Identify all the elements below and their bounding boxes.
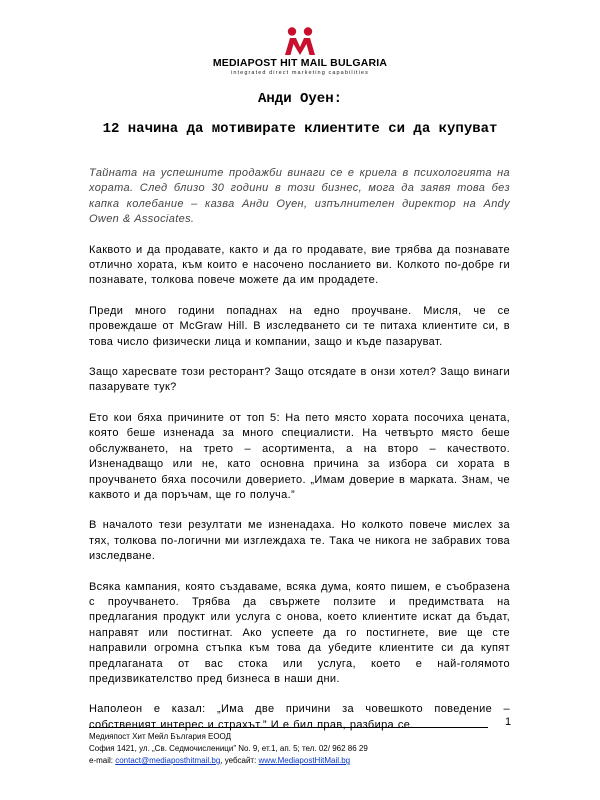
body-paragraph: Ето кои бяха причините от топ 5: На пето място хората посочиха цената, която беше изненада за много специалисти. На четвърто място беше обслужването, на трето – асортимента, а на второ – качеството. Изненадващо или не, като основна причина за избора си хората в проучването бяха посочили доверието. „Имам доверие в марката. Знам, че каквото и да поръчам, ще го получа.” (89, 411, 510, 501)
intro-paragraph: Тайната на успешните продажби винаги се е криела в психологията на хората. След близо 30 години в този бизнес, мога да заявя това без капка колебание – казва Анди Оуен, изпълнителен директор на Andy Owen & Associates. (89, 167, 510, 226)
company-logo (0, 26, 600, 76)
footer-company: Медияпост Хит Мейл България ЕООД (89, 732, 232, 741)
body-paragraph: Преди много години попаднах на едно проучване. Мисля, че се провеждаше от McGraw Hill. В изследването си те питаха клиентите си, в това число физически лица и компании, защо и къде пазаруват. (89, 304, 510, 348)
footer-divider (89, 727, 488, 728)
email-label: e-mail: (89, 756, 116, 765)
body-paragraph: Наполеон е казал: „Има две причини за човешкото поведение – собственият интерес и страхът.” И е бил прав, разбира се. (89, 703, 510, 731)
article-title: 12 начина да мотивирате клиентите си да купуват (102, 121, 498, 137)
article-body (89, 166, 510, 748)
article-author: Анди Оуен: (257, 91, 342, 107)
brand-tagline: integrated direct marketing capabilities (231, 70, 369, 76)
mediapost-logo-icon (283, 26, 317, 56)
email-link[interactable]: contact@mediaposthitmail.bg (115, 756, 221, 765)
footer-address: София 1421, ул. „Св. Седмочисленици” No. 9, ет.1, ап. 5; тел. 02/ 962 86 29 (89, 744, 368, 753)
page-number: 1 (505, 716, 512, 728)
website-link[interactable]: www.MediapostHitMail.bg (258, 756, 351, 765)
brand-name: MEDIAPOST HIT MAIL BULGARIA (212, 57, 388, 69)
body-paragraph: Всяка кампания, която създаваме, всяка дума, която пишем, е съобразена с проучването. Трябва да свържете ползите и предимствата на предлагания продукт или услуга с онова, което клиентите искат да бъдат, направят или постигнат. Ако успеете да го постигнете, вие ще сте направили огромна стъпка към това да убедите клиентите си да купят предлаганата от вас стока или услуга, което е най-голямото предизвикателство пред бизнеса в наши дни. (89, 580, 510, 685)
footer-contacts (89, 755, 509, 767)
website-label: , уебсайт: (220, 756, 259, 765)
body-paragraph: Каквото и да продавате, както и да го продавате, вие трябва да познавате отлично хората, към които е насочено посланието ви. Колкото по-добре ги познавате, толкова повече можете да им продадете. (89, 243, 510, 287)
body-paragraph: Защо харесвате този ресторант? Защо отсядате в онзи хотел? Защо винаги пазарувате тук? (89, 366, 510, 394)
body-paragraph: В началото тези резултати ме изненадаха. Но колкото повече мислех за тях, толкова по-логични ми изглеждаха те. Така че никога не забравих това изследване. (89, 519, 510, 563)
page-footer (89, 731, 509, 767)
